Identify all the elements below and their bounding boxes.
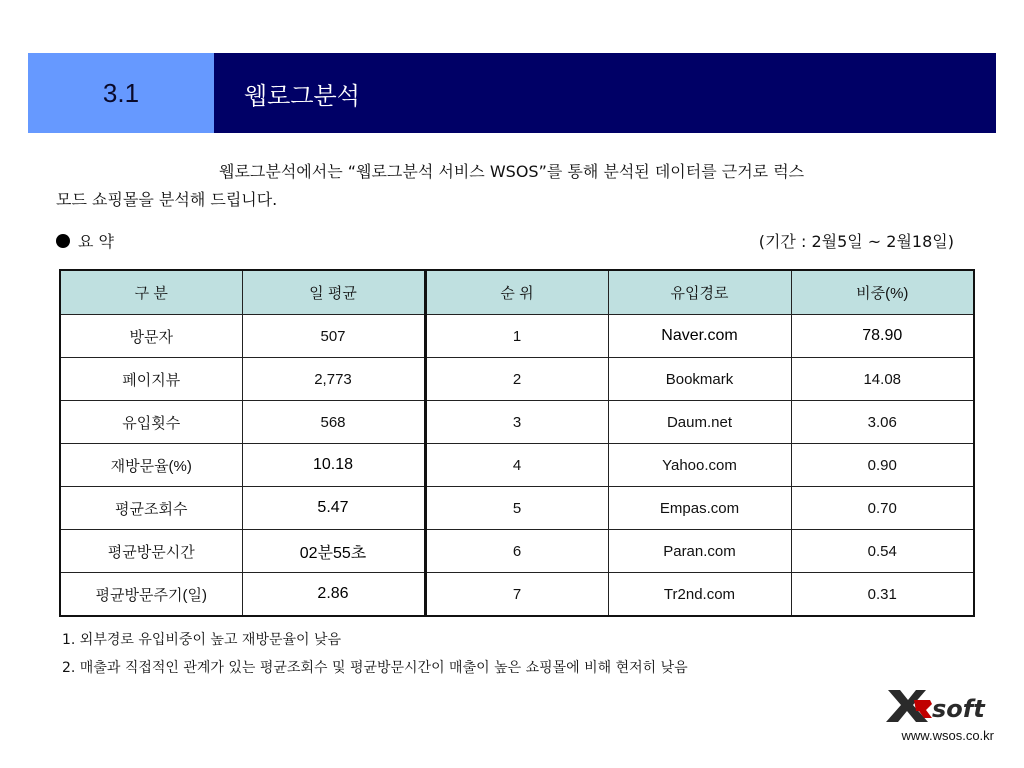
cell-rank: 4 (425, 444, 608, 487)
col-header-rank: 순 위 (425, 270, 608, 315)
notes-list (62, 626, 688, 682)
note-item-1: 1. 외부경로 유입비중이 높고 재방문율이 낮음 (62, 632, 342, 648)
cell-category: 평균방문시간 (60, 530, 242, 573)
cell-source: Yahoo.com (608, 444, 791, 487)
summary-label: 요 약 (78, 232, 114, 251)
logo-text: soft (932, 695, 985, 723)
col-header-category: 구 분 (60, 270, 242, 315)
cell-daily-avg: 568 (242, 401, 425, 444)
cell-share: 0.90 (791, 444, 974, 487)
table-row (60, 530, 974, 573)
cell-source: Bookmark (608, 358, 791, 401)
cell-source: Tr2nd.com (608, 573, 791, 617)
summary-table (59, 269, 975, 617)
table-row (60, 358, 974, 401)
intro-line-1: 웹로그분석에서는 “웹로그분석 서비스 WSOS”를 통해 분석된 데이터를 근거로 럭스 (219, 162, 805, 181)
cell-category: 페이지뷰 (60, 358, 242, 401)
cell-daily-avg: 2.86 (242, 573, 425, 617)
cell-daily-avg: 507 (242, 315, 425, 358)
col-header-source: 유입경로 (608, 270, 791, 315)
cell-share: 78.90 (791, 315, 974, 358)
cell-share: 0.70 (791, 487, 974, 530)
cell-daily-avg: 5.47 (242, 487, 425, 530)
cell-rank: 6 (425, 530, 608, 573)
cell-rank: 5 (425, 487, 608, 530)
cell-share: 0.54 (791, 530, 974, 573)
cell-source: Naver.com (608, 315, 791, 358)
period-range: (기간 : 2월5일 ~ 2월18일) (758, 232, 954, 251)
cell-source: Daum.net (608, 401, 791, 444)
cell-category: 재방문율(%) (60, 444, 242, 487)
cell-category: 유입횟수 (60, 401, 242, 444)
table-row (60, 573, 974, 617)
cell-rank: 2 (425, 358, 608, 401)
company-logo (886, 686, 996, 726)
cell-share: 3.06 (791, 401, 974, 444)
cell-rank: 1 (425, 315, 608, 358)
cell-category: 평균방문주기(일) (60, 573, 242, 617)
intro-line-2: 모드 쇼핑몰을 분석해 드립니다. (56, 190, 278, 209)
slide-header (28, 53, 996, 133)
cell-source: Empas.com (608, 487, 791, 530)
summary-heading (56, 229, 114, 252)
cell-category: 평균조회수 (60, 487, 242, 530)
bullet-icon (56, 234, 70, 248)
cell-source: Paran.com (608, 530, 791, 573)
table-row (60, 401, 974, 444)
table-header-row (60, 270, 974, 315)
note-item-2: 2. 매출과 직접적인 관계가 있는 평균조회수 및 평균방문시간이 매출이 높은 쇼핑몰에 비해 현저히 낮음 (62, 660, 688, 676)
cell-share: 14.08 (791, 358, 974, 401)
slide-title: 웹로그분석 (214, 53, 996, 133)
table-row (60, 315, 974, 358)
logo-mark-icon (886, 686, 996, 726)
col-header-share: 비중(%) (791, 270, 974, 315)
cell-daily-avg: 2,773 (242, 358, 425, 401)
cell-category: 방문자 (60, 315, 242, 358)
cell-rank: 3 (425, 401, 608, 444)
section-number: 3.1 (28, 53, 214, 133)
table-row (60, 487, 974, 530)
table-row (60, 444, 974, 487)
cell-rank: 7 (425, 573, 608, 617)
cell-daily-avg: 10.18 (242, 444, 425, 487)
col-header-daily-avg: 일 평균 (242, 270, 425, 315)
cell-share: 0.31 (791, 573, 974, 617)
cell-daily-avg: 02분55초 (242, 530, 425, 573)
website-url: www.wsos.co.kr (901, 728, 994, 743)
intro-paragraph (56, 158, 976, 214)
